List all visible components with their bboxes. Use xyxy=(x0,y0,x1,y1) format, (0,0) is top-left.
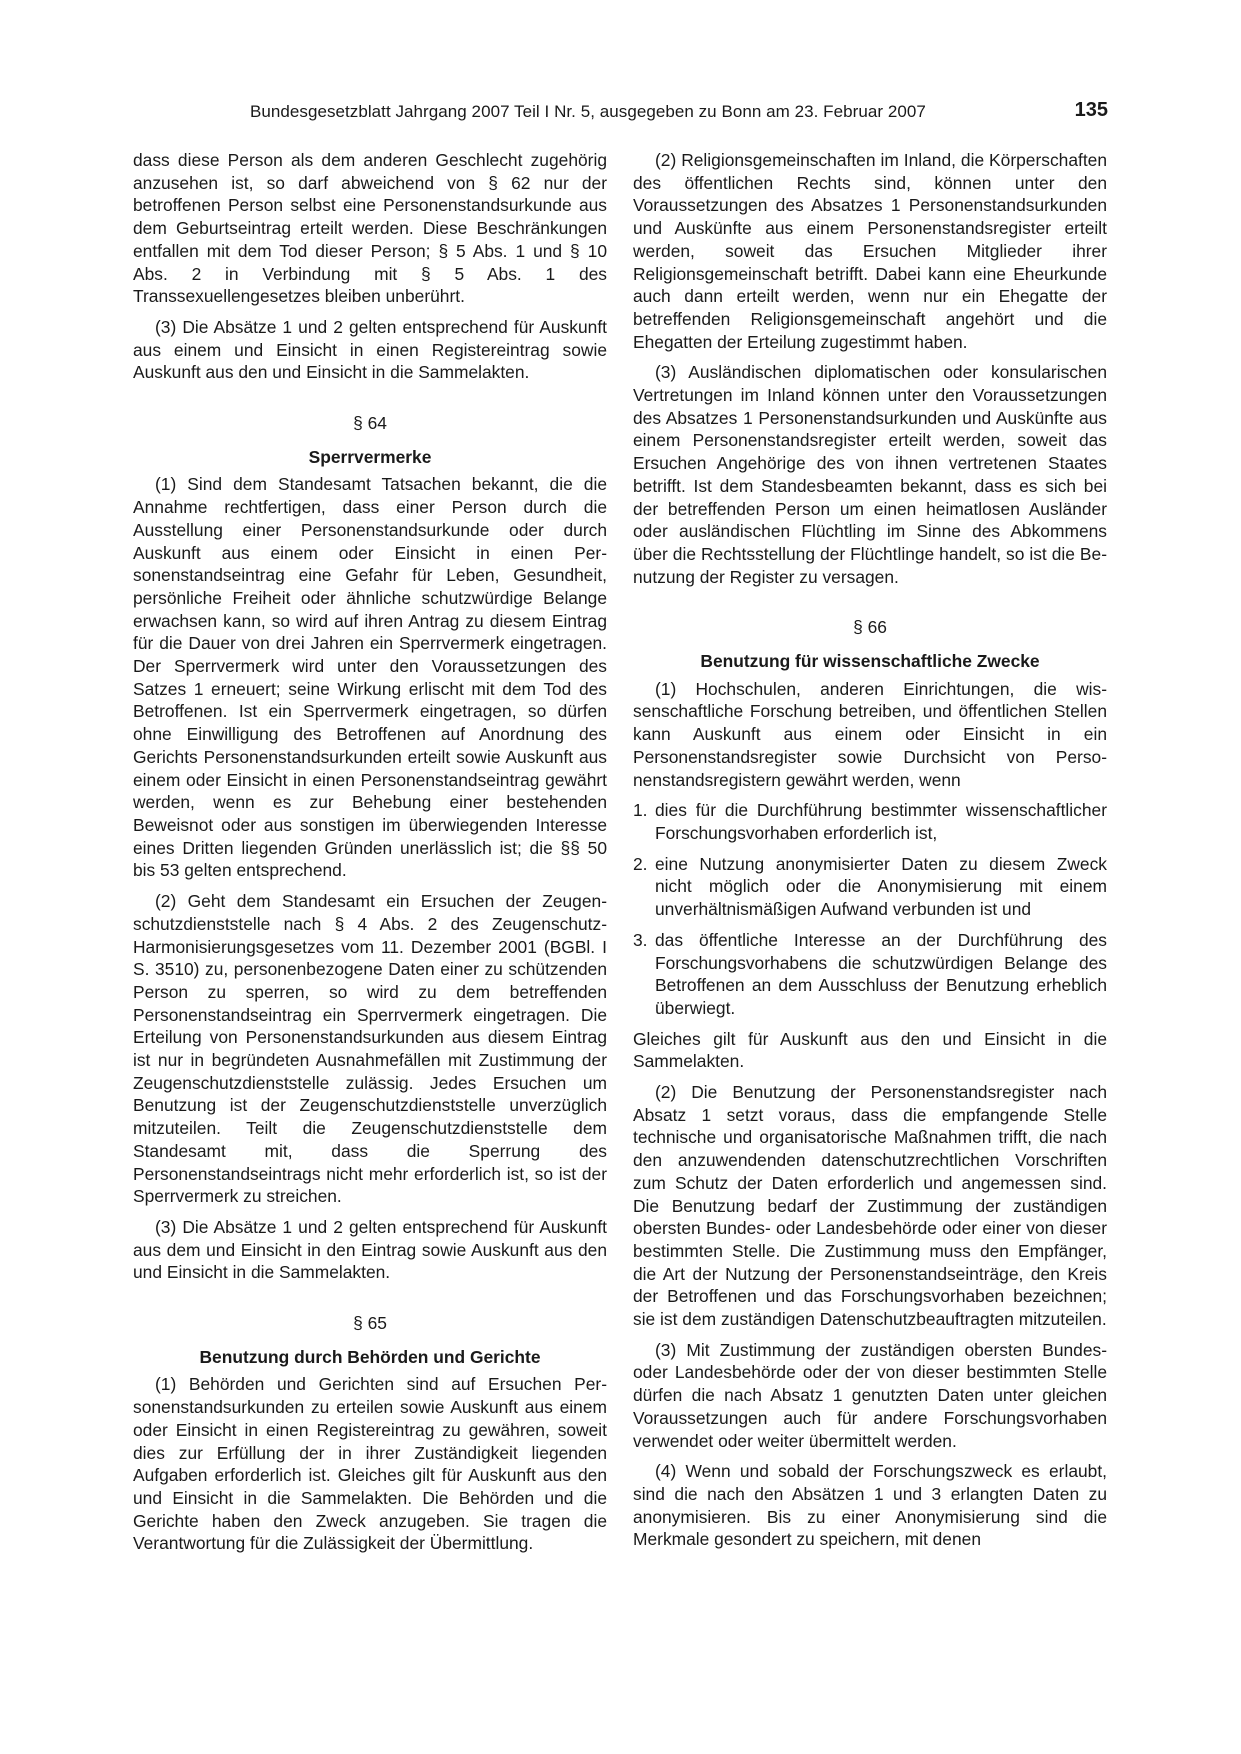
header-title: Bundesgesetzblatt Jahrgang 2007 Teil I Nr. 5, ausgegeben zu Bonn am 23. Februar 2007 xyxy=(250,102,926,121)
list-item-number: 1. xyxy=(633,800,648,821)
paragraph-64-1: (1) Sind dem Standesamt Tatsachen bekannt, die die Annahme rechtfertigen, dass einer Person durch die Ausstellung einer Personenstandsurkunde oder durch Auskunft aus einem oder Einsicht in einen Personenstandseintrag eine Gefahr für Leben, Gesundheit, persönliche Freiheit oder ähnliche schutzwürdige Belange erwachsen kann, so wird auf ihren Antrag zu diesem Eintrag für die Dauer von drei Jahren ein Sperrvermerk eingetragen. Der Sperrvermerk wird unter den Voraussetzungen des Satzes 1 erneuert; seine Wirkung erlischt mit dem Tod des Betroffenen. Ist ein Sperrvermerk eingetragen, so dürfen ohne Einwilligung des Betroffenen auf Anordnung des Gerichts Personenstandsurkunden erteilt sowie Auskunft aus einem oder Einsicht in einen Personenstandseintrag gewährt werden, wenn es zur Behebung einer bestehenden Beweisnot oder aus sonstigen im überwiegenden Interesse eines Dritten liegenden Gründen unerlässlich ist; die §§ 50 bis 53 gelten entsprechend. xyxy=(133,474,607,881)
list-item-text: das öffentliche Interesse an der Durchführung des Forschungsvorhabens die schutzwürdigen Belange des Betroffenen an dem Ausschluss der Benutzung erheblich überwiegt. xyxy=(655,929,1107,1018)
page-number: 135 xyxy=(1074,99,1108,121)
list-item xyxy=(633,929,1107,1020)
list-item xyxy=(633,799,1107,844)
paragraph-66-2: (2) Die Benutzung der Personenstandsregister nach Absatz 1 setzt voraus, dass die empfangende Stelle technische und organisatorische Maßnahmen trifft, die nach den anzuwendenden datenschutzrechtlichen Vorschriften zum Schutz der Daten erforderlich und angemessen sind. Die Benutzung bedarf der Zustimmung der zuständigen obersten Bundes- oder Landesbehörde oder einer von dieser bestimmten Stelle. Die Zustimmung muss den Empfänger, die Art der Nutzung der Personenstandseinträge, den Kreis der Betroffenen und das Forschungsvorhaben bezeichnen; sie ist dem zuständigen Datenschutzbeauftragten mitzuteilen. xyxy=(633,1082,1107,1330)
paragraph-65-2: (2) Religionsgemeinschaften im Inland, die Körperschaften des öffentlichen Rechts sind, können unter den Voraussetzungen des Absatzes 1 Personenstandsurkunden und Auskünfte aus einem Personenstandsregister erteilt werden, soweit das Ersuchen Mitglieder ihrer Religionsgemeinschaft betrifft. Dabei kann eine Eheurkunde auch dann erteilt werden, wenn nur ein Ehegatte der betreffenden Religionsgemeinschaft angehört und die Ehegatten der Erteilung zugestimmt haben. xyxy=(633,150,1107,352)
section-number: § 65 xyxy=(353,1313,387,1334)
paragraph-65-1: (1) Behörden und Gerichten sind auf Ersuchen Personenstandsurkunden zu erteilen sowie Auskunft aus einem oder Einsicht in einen Registereintrag zu gewähren, soweit dies zur Erfüllung der in ihrer Zuständigkeit liegenden Aufgaben erforderlich ist. Gleiches gilt für Auskunft aus den und Einsicht in die Sammelakten. Die Behörden und die Gerichte haben den Zweck anzugeben. Sie tragen die Verantwortung für die Zulässigkeit der Übermittlung. xyxy=(133,1374,607,1554)
paragraph-63-3: (3) Die Absätze 1 und 2 gelten entsprechend für Auskunft aus einem und Einsicht in einen Registereintrag sowie Auskunft aus den und Einsicht in die Sammelakten. xyxy=(133,316,607,383)
section-title: Sperrvermerke xyxy=(308,446,432,467)
list-item-text: dies für die Durchführung bestimmter wissenschaftlicher Forschungsvorhaben erforderlich ist, xyxy=(655,800,1107,843)
running-header xyxy=(250,99,1108,126)
section-65 xyxy=(133,1312,607,1555)
section-66 xyxy=(633,616,1107,1551)
paragraph-66-1-tail: Gleiches gilt für Auskunft aus den und Einsicht in die Sammelakten. xyxy=(633,1028,1107,1072)
paragraph-66-3: (3) Mit Zustimmung der zuständigen obersten Bundes- oder Landesbehörde oder der von dieser bestimmten Stelle dürfen die nach Absatz 1 genutzten Daten unter gleichen Voraussetzungen auch für andere Forschungsvorhaben verwendet oder weiter übermittelt werden. xyxy=(633,1339,1107,1451)
paragraph-65-3: (3) Ausländischen diplomatischen oder konsularischen Vertretungen im Inland können unter den Voraussetzungen des Absatzes 1 Personenstandsurkunden und Auskünfte aus einem Personenstandsregister erteilt werden, soweit das Ersuchen Angehörige des von ihnen vertretenen Staates betrifft. Ist dem Standesbeamten bekannt, dass es sich bei der betreffenden Person um einen heimatlosen Ausländer oder ausländischen Flüchtling im Sinne des Abkommens über die Rechtsstellung der Flüchtlinge handelt, so ist die Benutzung der Register zu versagen. xyxy=(633,362,1107,587)
section-number: § 64 xyxy=(353,413,387,434)
list-item-text: eine Nutzung anonymisierter Daten zu diesem Zweck nicht möglich oder die Anonymisierung mit einem unverhältnismäßigen Aufwand verbunden ist und xyxy=(655,853,1107,920)
paragraph-64-3: (3) Die Absätze 1 und 2 gelten entsprechend für Auskunft aus dem und Einsicht in den Eintrag sowie Auskunft aus den und Einsicht in die Sammelakten. xyxy=(133,1216,607,1283)
paragraph-64-2: (2) Geht dem Standesamt ein Ersuchen der Zeugenschutzdienststelle nach § 4 Abs. 2 des Zeugenschutz-Harmonisierungsgesetzes vom 11. Dezember 2001 (BGBl. I S. 3510) zu, personenbezogene Daten einer zu schützenden Person zu sperren, so wird zu dem betreffenden Personenstandseintrag ein Sperrvermerk eingetragen. Die Erteilung von Personenstandsurkunden aus diesem Eintrag ist nur in begründeten Ausnahmefällen mit Zustimmung der Zeugenschutzdienststelle zulässig. Jedes Ersuchen um Benutzung ist der Zeugenschutzdienststelle unverzüglich mitzuteilen. Teilt die Zeugenschutzdienststelle dem Standesamt mit, dass die Sperrung des Personenstandseintrags nicht mehr erforderlich ist, so ist der Sperrvermerk zu streichen. xyxy=(133,891,607,1207)
section-number: § 66 xyxy=(853,617,887,638)
paragraph-66-1: (1) Hochschulen, anderen Einrichtungen, die wissenschaftliche Forschung betreiben, und öffentlichen Stellen kann Auskunft aus einem oder Einsicht in ein Personenstandsregister sowie Durchsicht von Personenstandsregistern gewährt werden, wenn xyxy=(633,678,1107,790)
section-title: Benutzung für wissenschaftliche Zwecke xyxy=(700,651,1040,672)
section-64 xyxy=(133,412,607,1284)
list-item xyxy=(633,853,1107,921)
paragraph-continued: dass diese Person als dem anderen Geschlecht zugehörig anzusehen ist, so darf abweichend von § 62 nur der betroffenen Person selbst eine Personenstandsurkunde aus dem Geburtseintrag erteilt werden. Diese Beschränkungen entfallen mit dem Tod dieser Person; § 5 Abs. 1 und § 10 Abs. 2 in Verbindung mit § 5 Abs. 1 des Transsexuellengesetzes bleiben unberührt. xyxy=(133,150,607,307)
paragraph-66-4: (4) Wenn und sobald der Forschungszweck es erlaubt, sind die nach den Absätzen 1 und 3 erlangten Daten zu anonymisieren. Bis zu einer Anonymisierung sind die Merkmale gesondert zu speichern, mit denen xyxy=(633,1461,1107,1550)
list-item-number: 3. xyxy=(633,929,648,950)
list-item-number: 2. xyxy=(633,853,648,874)
section-title: Benutzung durch Behörden und Gerichte xyxy=(199,1346,541,1367)
right-column xyxy=(633,149,1107,1559)
left-column xyxy=(133,149,607,1563)
